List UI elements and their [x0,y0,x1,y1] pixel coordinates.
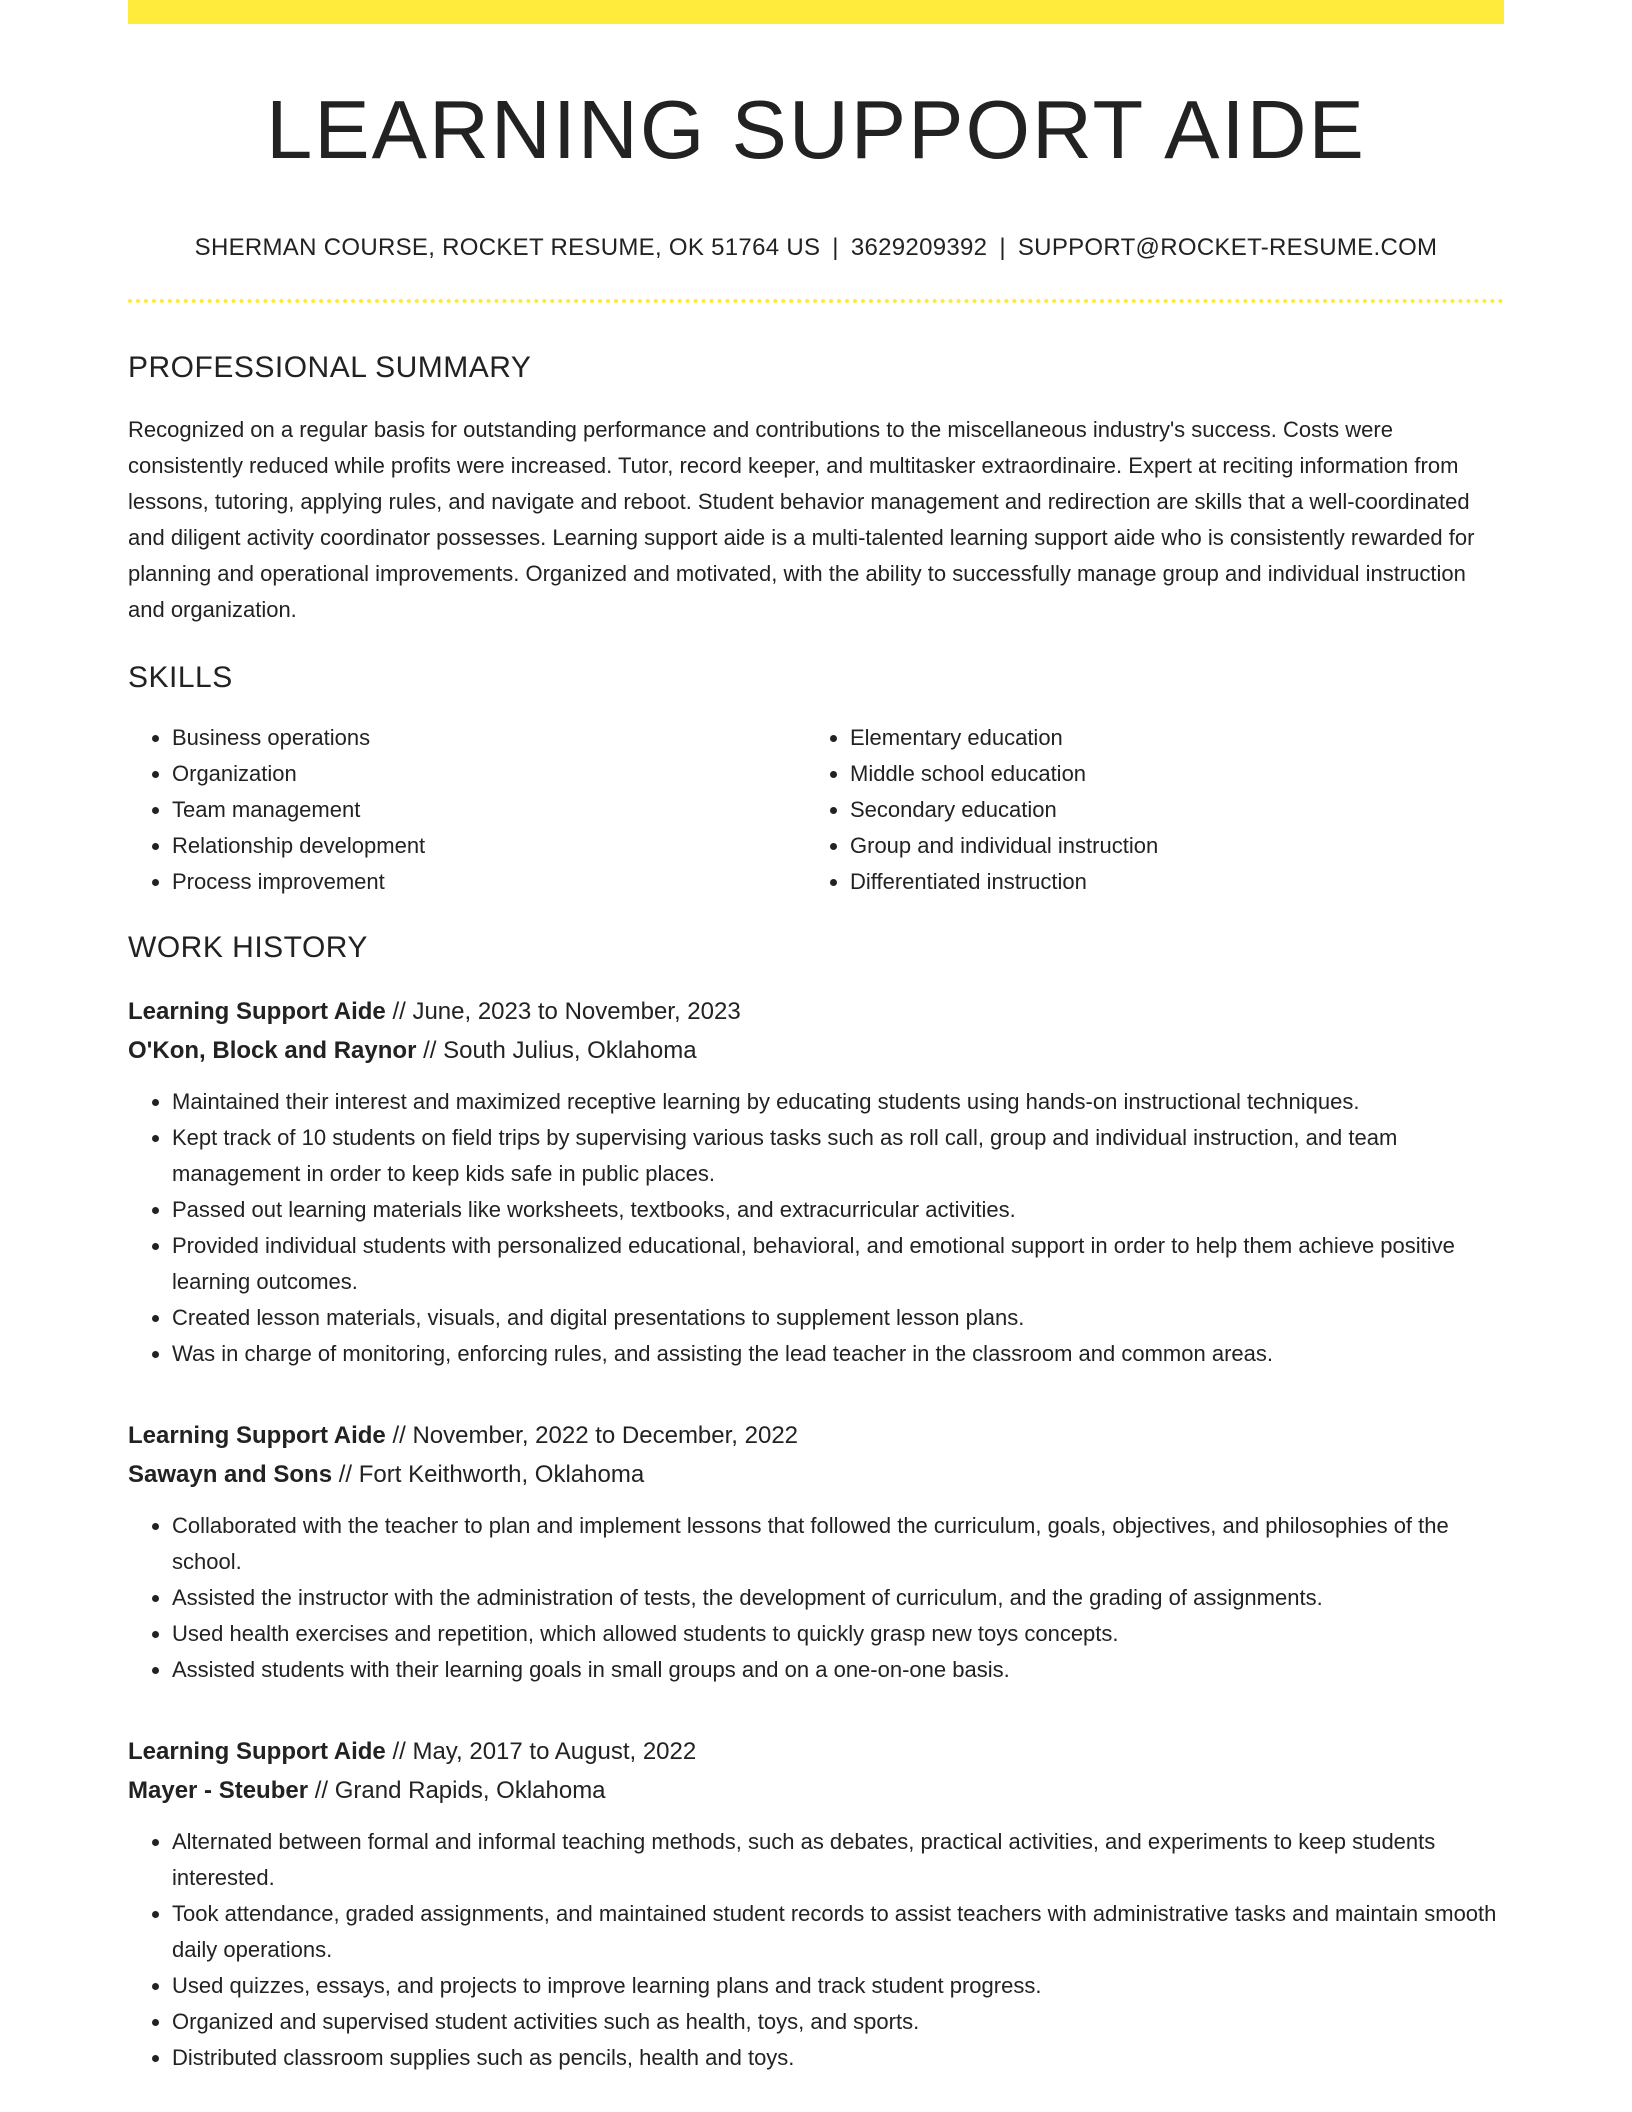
job-entry [128,992,1504,1372]
contact-separator: | [832,234,839,262]
job-bullet: • Was in charge of monitoring, enforcing rules, and assisting the lead teacher in the classroom and common areas. [172,1336,1504,1372]
skill-item: • Group and individual instruction [850,828,1484,864]
job-bullet: • Assisted the instructor with the administration of tests, the development of curriculum, and the grading of assignments. [172,1580,1504,1616]
job-company-line [128,1455,1504,1494]
job-role: Learning Support Aide [128,997,386,1025]
skill-item: • Process improvement [172,864,806,900]
contact-phone: 3629209392 [850,234,988,262]
skill-item: • Relationship development [172,828,806,864]
job-role-line [128,992,1504,1031]
job-bullets [128,1084,1504,1372]
skill-item: • Elementary education [850,720,1484,756]
job-location: // South Julius, Oklahoma [416,1036,697,1064]
skill-item: • Organization [172,756,806,792]
job-bullet: • Maintained their interest and maximized receptive learning by educating students using hands-on instructional techniques. [172,1084,1504,1120]
job-role-line [128,1416,1504,1455]
contact-address: SHERMAN COURSE, ROCKET RESUME, OK 51764 US [194,234,821,262]
job-dates: // June, 2023 to November, 2023 [385,997,741,1025]
job-bullet: • Created lesson materials, visuals, and digital presentations to supplement lesson plans. [172,1300,1504,1336]
job-company-line [128,1031,1504,1070]
dotted-divider [128,299,1504,303]
job-bullet: • Organized and supervised student activities such as health, toys, and sports. [172,2004,1504,2040]
work-history-heading: WORK HISTORY [128,930,368,964]
job-entry [128,1732,1504,2076]
skill-item: • Secondary education [850,792,1484,828]
job-company: O'Kon, Block and Raynor [128,1036,417,1064]
accent-top-bar [128,0,1504,24]
contact-email: SUPPORT@ROCKET-RESUME.COM [1017,234,1438,262]
job-bullets [128,1824,1504,2076]
job-location: // Fort Keithworth, Oklahoma [332,1460,645,1488]
job-role: Learning Support Aide [128,1737,386,1765]
job-bullets [128,1508,1504,1688]
skills-list-right [806,720,1484,900]
job-company: Sawayn and Sons [128,1460,333,1488]
skills-grid [128,720,1504,900]
job-location: // Grand Rapids, Oklahoma [308,1776,606,1804]
resume-page [128,0,1504,2076]
job-dates: // May, 2017 to August, 2022 [385,1737,697,1765]
skill-item: • Differentiated instruction [850,864,1484,900]
summary-text: Recognized on a regular basis for outstanding performance and contributions to the miscellaneous industry's success. Costs were consistently reduced while profits were increased. Tutor, record keeper, and multitasker extraordinaire. Expert at reciting information from lessons, tutoring, applying rules, and navigate and reboot. Student behavior management and redirection are skills that a well-coordinated and diligent activity coordinator possesses. Learning support aide is a multi-talented learning support aide who is consistently rewarded for planning and operational improvements. Organized and motivated, with the ability to successfully manage group and individual instruction and organization. [128,416,1475,622]
contact-separator: | [999,234,1006,262]
skill-item: • Middle school education [850,756,1484,792]
job-bullet: • Provided individual students with personalized educational, behavioral, and emotional support in order to help them achieve positive learning outcomes. [172,1228,1504,1300]
resume-title: LEARNING SUPPORT AIDE [266,83,1366,176]
job-company-line [128,1771,1504,1810]
job-company: Mayer - Steuber [128,1776,309,1804]
job-bullet: • Took attendance, graded assignments, and maintained student records to assist teachers with administrative tasks and maintain smooth daily operations. [172,1896,1504,1968]
job-bullet: • Distributed classroom supplies such as pencils, health and toys. [172,2040,1504,2076]
job-role-line [128,1732,1504,1771]
job-role: Learning Support Aide [128,1421,386,1449]
skill-item: • Business operations [172,720,806,756]
job-bullet: • Collaborated with the teacher to plan and implement lessons that followed the curriculum, goals, objectives, and philosophies of the school. [172,1508,1504,1580]
job-bullet: • Kept track of 10 students on field trips by supervising various tasks such as roll call, group and individual instruction, and team management in order to keep kids safe in public places. [172,1120,1504,1192]
job-entry [128,1416,1504,1688]
job-bullet: • Alternated between formal and informal teaching methods, such as debates, practical activities, and experiments to keep students interested. [172,1824,1504,1896]
job-bullet: • Assisted students with their learning goals in small groups and on a one-on-one basis. [172,1652,1504,1688]
job-bullet: • Used health exercises and repetition, which allowed students to quickly grasp new toys concepts. [172,1616,1504,1652]
skill-item: • Team management [172,792,806,828]
summary-heading: PROFESSIONAL SUMMARY [128,350,532,384]
job-bullet: • Used quizzes, essays, and projects to improve learning plans and track student progress. [172,1968,1504,2004]
job-bullet: • Passed out learning materials like worksheets, textbooks, and extracurricular activities. [172,1192,1504,1228]
job-dates: // November, 2022 to December, 2022 [385,1421,799,1449]
skills-heading: SKILLS [128,660,233,694]
contact-line [128,232,1504,263]
skills-list-left [128,720,806,900]
